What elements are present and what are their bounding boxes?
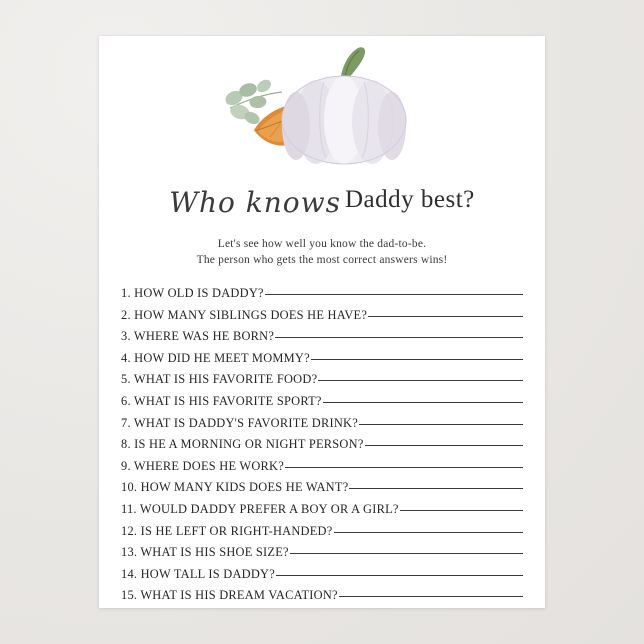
- pumpkin-artwork: [99, 36, 545, 176]
- page-title: [99, 182, 545, 228]
- answer-line[interactable]: [323, 402, 523, 403]
- question-text: 13. WHAT IS HIS SHOE SIZE?: [121, 545, 289, 560]
- subtitle-line-1: Let's see how well you know the dad-to-be.: [217, 238, 427, 250]
- answer-line[interactable]: [400, 510, 523, 511]
- question-row: [121, 329, 523, 351]
- answer-line[interactable]: [365, 445, 523, 446]
- answer-line[interactable]: [339, 596, 523, 597]
- answer-line[interactable]: [276, 575, 523, 576]
- title-script-part: Who knows: [169, 186, 341, 219]
- pumpkin-illustration-svg: [192, 38, 452, 168]
- question-row: [121, 394, 523, 416]
- answer-line[interactable]: [311, 359, 523, 360]
- question-row: [121, 480, 523, 502]
- question-row: [121, 308, 523, 330]
- question-text: 7. WHAT IS DADDY'S FAVORITE DRINK?: [121, 415, 358, 430]
- question-row: [121, 567, 523, 589]
- question-row: [121, 372, 523, 394]
- question-row: [121, 437, 523, 459]
- answer-line[interactable]: [275, 337, 523, 338]
- answer-line[interactable]: [285, 467, 523, 468]
- question-text: 2. HOW MANY SIBLINGS DOES HE HAVE?: [121, 307, 368, 322]
- pumpkin-body-icon: [282, 76, 406, 164]
- answer-line[interactable]: [265, 294, 523, 295]
- question-text: 11. WOULD DADDY PREFER A BOY OR A GIRL?: [121, 501, 399, 516]
- title-serif-part: Daddy best?: [344, 186, 475, 213]
- question-row: [121, 416, 523, 438]
- question-text: 12. IS HE LEFT OR RIGHT-HANDED?: [121, 523, 333, 538]
- question-text: 5. WHAT IS HIS FAVORITE FOOD?: [121, 372, 318, 387]
- question-text: 1. HOW OLD IS DADDY?: [121, 286, 264, 300]
- subtitle: [99, 236, 545, 268]
- question-text: 6. WHAT IS HIS FAVORITE SPORT?: [121, 393, 322, 408]
- question-text: 14. HOW TALL IS DADDY?: [121, 566, 275, 581]
- answer-line[interactable]: [349, 488, 523, 489]
- answer-line[interactable]: [290, 553, 523, 554]
- subtitle-line-2: The person who gets the most correct answers wins!: [196, 254, 448, 266]
- answer-line[interactable]: [334, 532, 524, 533]
- question-row: [121, 524, 523, 546]
- answer-line[interactable]: [318, 380, 523, 381]
- question-text: 9. WHERE DOES HE WORK?: [121, 458, 285, 473]
- question-row: [121, 502, 523, 524]
- question-text: 4. HOW DID HE MEET MOMMY?: [121, 350, 310, 365]
- question-row: [121, 286, 523, 308]
- question-row: [121, 351, 523, 373]
- question-list: [121, 286, 523, 610]
- baby-shower-game-card: [99, 36, 545, 608]
- answer-line[interactable]: [368, 316, 523, 317]
- question-text: 15. WHAT IS HIS DREAM VACATION?: [121, 588, 338, 603]
- question-text: 8. IS HE A MORNING OR NIGHT PERSON?: [121, 437, 364, 452]
- question-row: [121, 545, 523, 567]
- answer-line[interactable]: [359, 424, 523, 425]
- question-text: 3. WHERE WAS HE BORN?: [121, 329, 275, 344]
- question-row: [121, 459, 523, 481]
- question-text: 10. HOW MANY KIDS DOES HE WANT?: [121, 480, 349, 495]
- question-row: [121, 588, 523, 610]
